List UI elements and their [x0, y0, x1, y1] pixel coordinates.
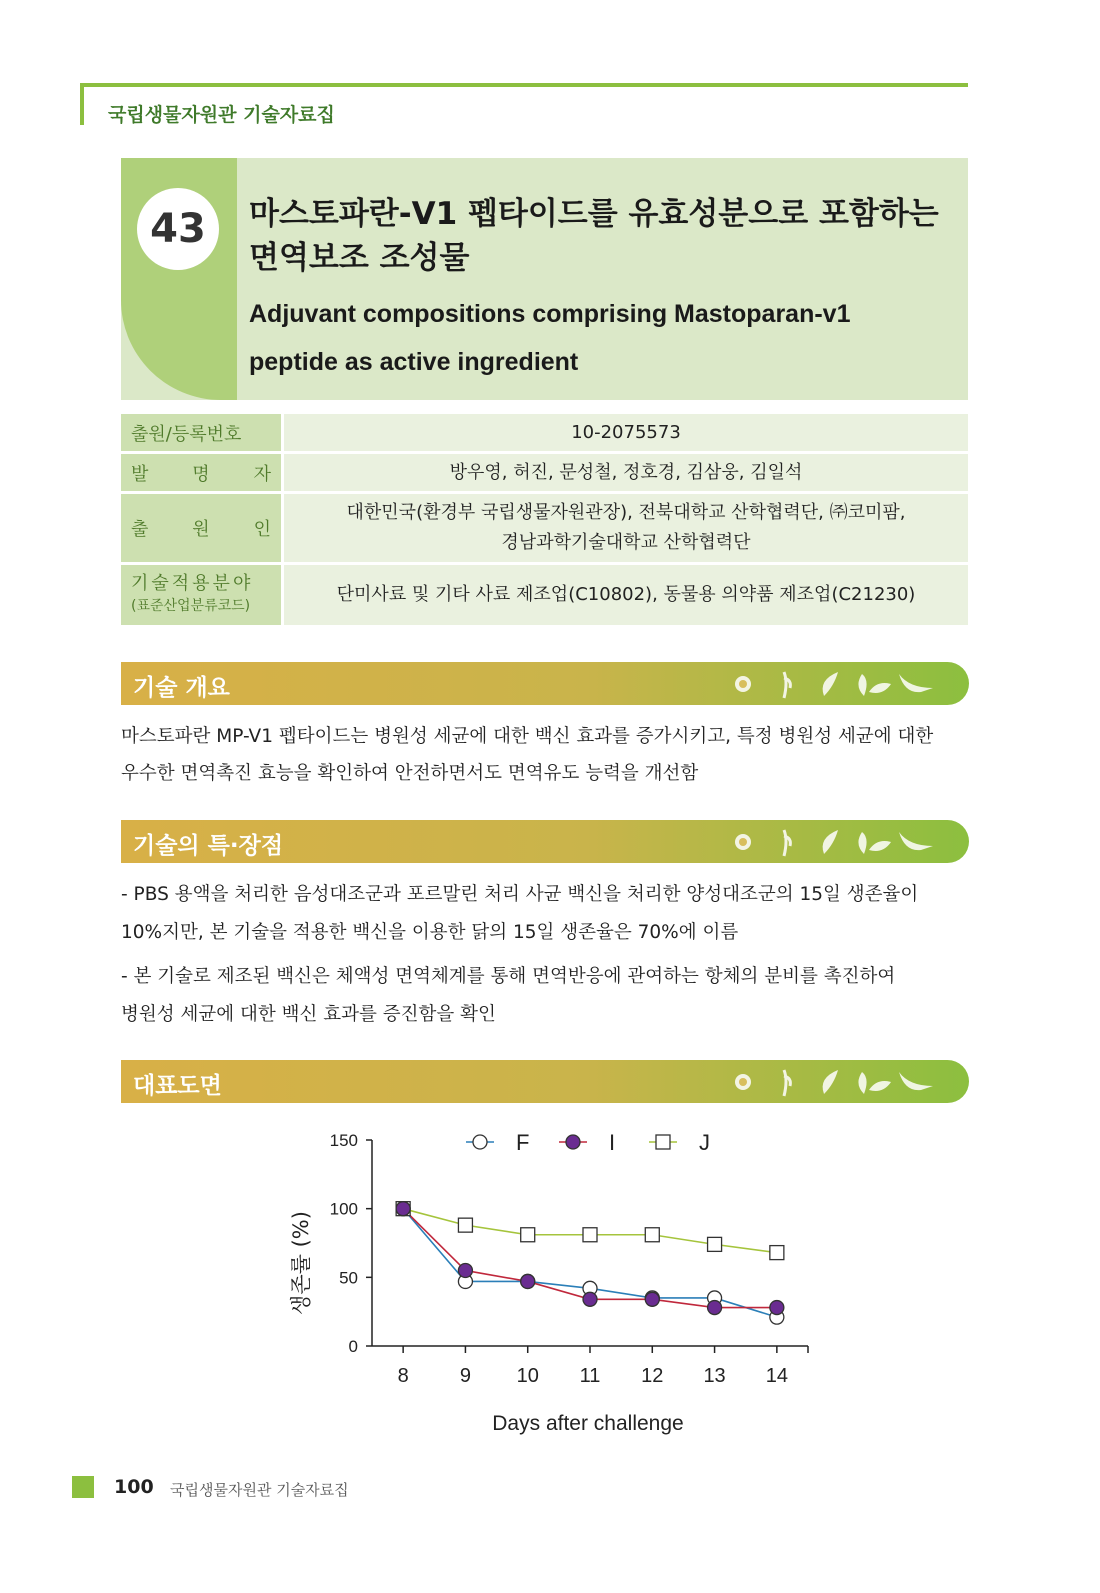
header-title: 국립생물자원관 기술자료집 — [108, 104, 335, 126]
inventor-label-3: 자 — [253, 463, 271, 485]
data-point-J — [583, 1228, 597, 1242]
x-tick-label: 10 — [516, 1365, 539, 1387]
feature-item-1 — [121, 876, 971, 952]
section-title-features: 기술의 특·장점 — [133, 833, 284, 859]
overview-line2: 우수한 면역촉진 효능을 확인하여 안전하면서도 면역유도 능력을 개선함 — [121, 763, 699, 784]
data-point-J — [521, 1228, 535, 1242]
applicant-label-3: 인 — [253, 519, 271, 540]
overview-text — [121, 718, 971, 792]
data-point-J — [645, 1228, 659, 1242]
x-tick-label: 12 — [641, 1365, 664, 1387]
section-bar-features — [121, 820, 969, 863]
inventors-value: 방우영, 허진, 문성철, 정호경, 김삼웅, 김일석 — [284, 454, 968, 491]
section-bar-overview — [121, 662, 969, 705]
legend-marker-I — [566, 1135, 580, 1149]
info-row-applicant — [121, 494, 968, 562]
section-title-figure: 대표도면 — [133, 1073, 222, 1099]
data-point-I — [458, 1263, 472, 1277]
legend-label-J: J — [699, 1130, 710, 1155]
data-point-I — [521, 1274, 535, 1288]
title-english-line2: peptide as active ingredient — [249, 348, 579, 376]
title-korean-line2: 면역보조 조성물 — [249, 240, 470, 276]
legend-marker-J — [656, 1135, 670, 1149]
data-point-I — [770, 1301, 784, 1315]
data-point-I — [645, 1292, 659, 1306]
feature-item-2 — [121, 958, 971, 1034]
plant-ornament-icon — [729, 668, 939, 700]
feature2-line2: 병원성 세균에 대한 백신 효과를 증진함을 확인 — [121, 1004, 496, 1025]
survival-chart — [270, 1122, 870, 1452]
app-no-label: 출원/등록번호 — [121, 414, 281, 451]
app-no-value: 10-2075573 — [284, 414, 968, 451]
inventor-label-2: 명 — [192, 463, 210, 485]
data-point-J — [770, 1246, 784, 1260]
inventor-label-1: 발 — [131, 463, 149, 485]
x-tick-label: 9 — [459, 1365, 471, 1387]
x-tick-label: 11 — [579, 1365, 601, 1387]
footer-marker — [72, 1476, 94, 1498]
feature2-line1: - 본 기술로 제조된 백신은 체액성 면역체계를 통해 면역반응에 관여하는 항체의 분비를 촉진하여 — [121, 966, 896, 987]
data-point-J — [708, 1237, 722, 1251]
header-rule — [80, 83, 968, 87]
applicant-line2: 경남과학기술대학교 산학협력단 — [501, 532, 751, 553]
feature1-line2: 10%지만, 본 기술을 적용한 백신을 이용한 닭의 15일 생존율은 70%에 이름 — [121, 922, 739, 943]
title-english — [249, 290, 959, 386]
footer-title: 국립생물자원관 기술자료집 — [170, 1481, 349, 1499]
page-number: 100 — [114, 1476, 154, 1498]
x-tick-label: 14 — [765, 1365, 788, 1387]
title-number-panel — [121, 158, 237, 400]
title-korean — [249, 192, 959, 280]
y-tick-label: 50 — [339, 1268, 358, 1288]
legend-label-I: I — [609, 1130, 616, 1155]
overview-line1: 마스토파란 MP-V1 펩타이드는 병원성 세균에 대한 백신 효과를 증가시키고, 특정 병원성 세균에 대한 — [121, 726, 934, 747]
plant-ornament-icon — [729, 826, 939, 858]
info-row-field — [121, 565, 968, 625]
x-tick-label: 13 — [703, 1365, 726, 1387]
feature1-line1: - PBS 용액을 처리한 음성대조군과 포르말린 처리 사균 백신을 처리한 양성대조군의 15일 생존율이 — [121, 884, 919, 905]
title-box — [121, 158, 968, 400]
header-rule-left — [80, 83, 84, 125]
x-tick-label: 8 — [397, 1365, 409, 1387]
info-table — [121, 414, 968, 628]
data-point-J — [458, 1218, 472, 1232]
section-bar-figure — [121, 1060, 969, 1103]
field-value: 단미사료 및 기타 사료 제조업(C10802), 동물용 의약품 제조업(C21230) — [284, 565, 968, 625]
section-title-overview: 기술 개요 — [133, 675, 230, 701]
applicant-label-1: 출 — [131, 519, 149, 540]
applicant-label-2: 원 — [192, 519, 210, 540]
title-english-line1: Adjuvant compositions comprising Mastoparan-v1 — [249, 300, 851, 328]
x-axis-label: Days after challenge — [492, 1412, 684, 1435]
inventor-label — [121, 454, 281, 491]
applicant-line1: 대한민국(환경부 국립생물자원관장), 전북대학교 산학협력단, ㈜코미팜, — [346, 502, 906, 523]
y-tick-label: 150 — [329, 1131, 358, 1150]
applicant-value — [284, 494, 968, 562]
info-row-app-no — [121, 414, 968, 451]
info-row-inventors — [121, 454, 968, 491]
applicant-label — [121, 494, 281, 562]
y-axis-label: 생존률 (%) — [289, 1211, 313, 1315]
data-point-I — [396, 1202, 410, 1216]
data-point-I — [583, 1292, 597, 1306]
plant-ornament-icon — [729, 1066, 939, 1098]
title-korean-line1: 마스토파란-V1 펩타이드를 유효성분으로 포함하는 — [249, 196, 939, 232]
legend-label-F: F — [516, 1130, 530, 1155]
y-tick-label: 0 — [348, 1337, 358, 1356]
data-point-I — [708, 1301, 722, 1315]
field-label-main: 기술적용분야 — [131, 573, 254, 594]
field-label-sub: (표준산업분류코드) — [131, 598, 251, 614]
item-number: 43 — [137, 188, 219, 270]
field-label — [121, 565, 281, 625]
legend-marker-F — [473, 1135, 487, 1149]
y-tick-label: 100 — [329, 1199, 358, 1219]
